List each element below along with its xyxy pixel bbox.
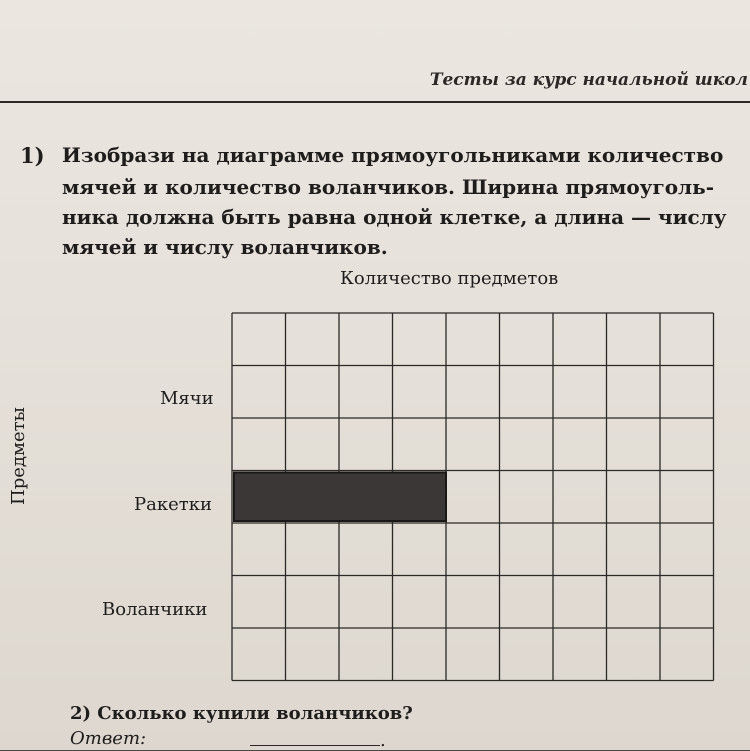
- task-text-line: Изобрази на диаграмме прямоугольниками количество: [62, 143, 724, 167]
- category-label-balls: Мячи: [160, 388, 214, 409]
- answer-label: Ответ:: [70, 728, 147, 749]
- category-label-rackets: Ракетки: [134, 494, 212, 515]
- task-text-line: мячей и числу воланчиков.: [62, 235, 388, 259]
- bar-1: [234, 473, 446, 522]
- chart-title: Количество предметов: [340, 268, 559, 289]
- question-2: 2) Сколько купили воланчиков?: [70, 703, 413, 724]
- category-label-shuttlecocks: Воланчики: [102, 599, 208, 620]
- task-number: 1): [20, 143, 45, 168]
- answer-period: .: [380, 730, 386, 751]
- task-text-line: мячей и количество воланчиков. Ширина прямоуголь-: [62, 175, 715, 199]
- y-axis-title: Предметы: [8, 407, 29, 505]
- task-text-line: ника должна быть равна одной клетке, а длина — числу: [62, 205, 727, 229]
- answer-blank[interactable]: [250, 745, 380, 746]
- running-head: Тесты за курс начальной школ: [429, 70, 748, 90]
